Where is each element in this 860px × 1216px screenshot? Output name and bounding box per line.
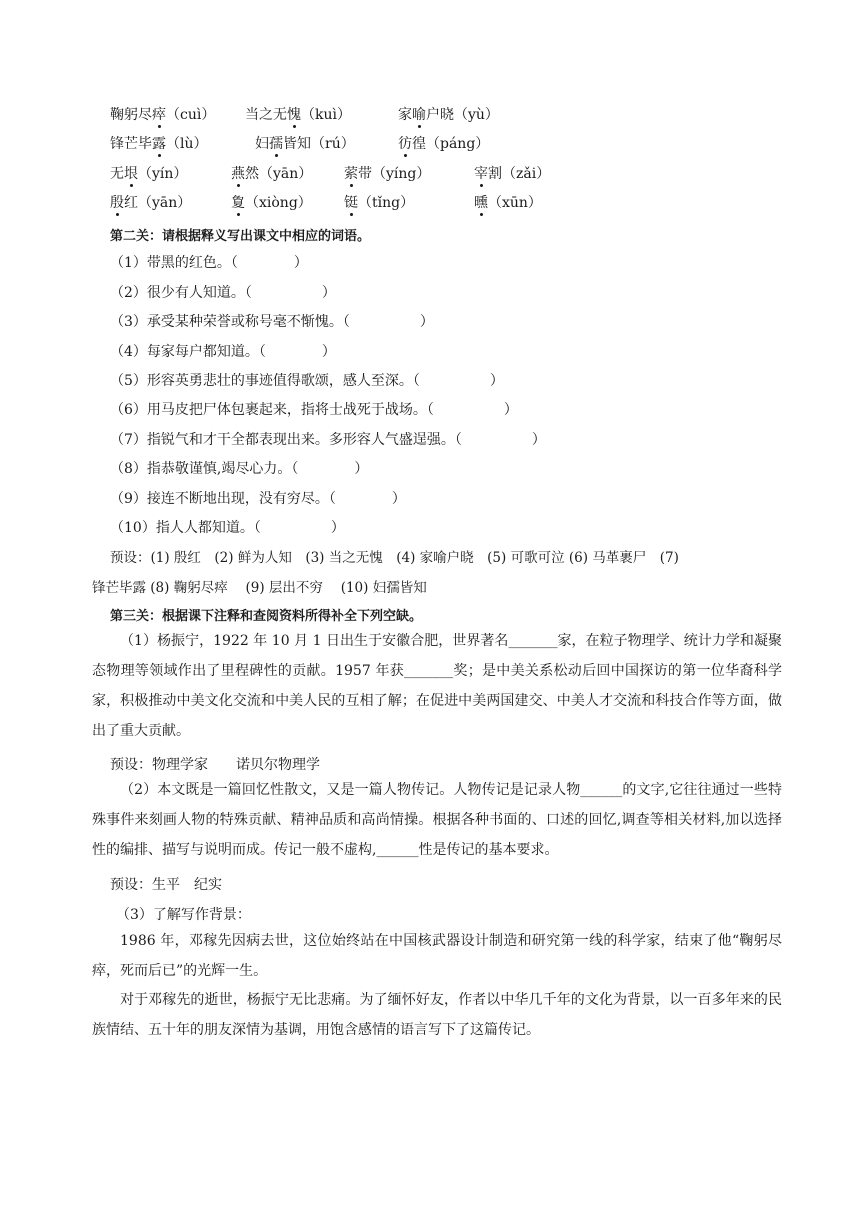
- pinyin-word: 家喻户晓: [398, 107, 454, 123]
- definition-item: （10）指人人都知道。（ ）: [110, 520, 345, 536]
- pinyin-entry: [344, 194, 414, 212]
- pinyin-entry: [398, 135, 489, 153]
- pinyin-word: 无垠: [110, 166, 138, 182]
- pinyin-entry: [231, 165, 312, 183]
- pinyin-reading: （yíng）: [372, 166, 431, 182]
- pinyin-word: 铤: [344, 195, 358, 211]
- pinyin-word: 宰割: [474, 166, 502, 182]
- pinyin-word: 当之无愧: [245, 107, 301, 123]
- pinyin-reading: （tǐng）: [358, 195, 415, 211]
- paragraph-biography: （2）本文既是一篇回忆性散文，又是一篇人物传记。人物传记是记录人物______的文字,它往往通过一些特殊事件来刻画人物的特殊贡献、精神品质和高尚情操。根据各种书面的、口述的回忆,调查等相关材料,加以选择性的编排、描写与说明而成。传记一般不虚构,______性是传记的基本要求。: [92, 782, 782, 858]
- pinyin-reading: （yān）: [259, 166, 313, 182]
- paragraph-background: 1986 年，邓稼先因病去世，这位始终站在中国核武器设计制造和研究第一线的科学家，结束了他“鞠躬尽瘁，死而后已”的光辉一生。: [92, 933, 782, 979]
- pinyin-word: 锋芒毕露: [110, 136, 166, 152]
- pinyin-entry: [231, 194, 312, 212]
- pinyin-reading: （yān）: [138, 195, 192, 211]
- pinyin-entry: [110, 165, 187, 183]
- definition-item: （7）指锐气和才干全都表现出来。多形容人气盛逞强。（ ）: [110, 432, 546, 448]
- answer-preset: 预设：生平 纪实: [110, 877, 222, 893]
- pinyin-word: 燕然: [231, 166, 259, 182]
- section-2-heading: 第二关：请根据释义写出课文中相应的词语。: [110, 229, 371, 244]
- pinyin-entry: [110, 135, 208, 153]
- pinyin-reading: （yù）: [454, 107, 499, 123]
- definition-item: （2）很少有人知道。（ ）: [110, 285, 336, 301]
- definition-item: （6）用马皮把尸体包裹起来，指将士战死于战场。（ ）: [110, 402, 518, 418]
- pinyin-reading: （xiòng）: [245, 195, 312, 211]
- paragraph-yang-zhenning: （1）杨振宁，1922 年 10 月 1 日出生于安徽合肥，世界著名_______家，在粒子物理学、统计力学和凝聚态物理等领域作出了里程碑性的贡献。1957 年获_______奖；是中美关系松动后回中国探访的第一位华裔科学家，积极推动中美文化交流和中美人民的互相了解；在促进中美两国建交、中美人才交流和科技合作等方面，做出了重大贡献。: [92, 633, 782, 739]
- section-3-heading: 第三关：根据课下注释和查阅资料所得补全下列空缺。: [110, 609, 423, 624]
- pinyin-word: 妇孺皆知: [255, 136, 311, 152]
- pinyin-reading: （xūn）: [488, 195, 542, 211]
- pinyin-reading: （zǎi）: [502, 166, 551, 182]
- pinyin-reading: （páng）: [426, 136, 490, 152]
- answer-preset: 预设：(1) 殷红 (2) 鲜为人知 (3) 当之无愧 (4) 家喻户晓 (5) 可歌可泣 (6) 马革裹尸 (7): [110, 550, 679, 566]
- pinyin-word: 曛: [474, 195, 488, 211]
- pinyin-word: 殷红: [110, 195, 138, 211]
- pinyin-reading: （kuì）: [301, 107, 351, 123]
- paragraph-background-2: 对于邓稼先的逝世，杨振宁无比悲痛。为了缅怀好友，作者以中华几千年的文化为背景，以一百多年来的民族情结、五十年的朋友深情为基调，用饱含感情的语言写下了这篇传记。: [92, 992, 782, 1038]
- pinyin-entry: [344, 165, 430, 183]
- pinyin-entry: [255, 135, 355, 153]
- definition-item: （3）承受某种荣誉或称号毫不惭愧。（ ）: [110, 314, 434, 330]
- pinyin-word: 鞠躬尽瘁: [110, 107, 166, 123]
- background-title: （3）了解写作背景：: [116, 907, 251, 923]
- definition-item: （8）指恭敬谨慎,竭尽心力。（ ）: [110, 461, 369, 477]
- definition-item: （4）每家每户都知道。（ ）: [110, 344, 336, 360]
- definition-item: （5）形容英勇悲壮的事迹值得歌颂，感人至深。（ ）: [110, 373, 504, 389]
- definition-item: （1）带黑的红色。（ ）: [110, 255, 308, 271]
- pinyin-reading: （yín）: [138, 166, 188, 182]
- pinyin-entry: [398, 106, 499, 124]
- pinyin-reading: （rú）: [311, 136, 355, 152]
- pinyin-word: 夐: [231, 195, 245, 211]
- pinyin-word: 彷徨: [398, 136, 426, 152]
- pinyin-entry: [474, 165, 550, 183]
- definition-item: （9）接连不断地出现，没有穷尽。（ ）: [110, 491, 406, 507]
- pinyin-entry: [110, 194, 191, 212]
- pinyin-word: 萦带: [344, 166, 372, 182]
- pinyin-reading: （lù）: [166, 136, 208, 152]
- pinyin-entry: [474, 194, 542, 212]
- answer-preset-continued: 锋芒毕露 (8) 鞠躬尽瘁 (9) 层出不穷 (10) 妇孺皆知: [92, 580, 427, 596]
- pinyin-entry: [245, 106, 351, 124]
- pinyin-entry: [110, 106, 215, 124]
- pinyin-reading: （cuì）: [166, 107, 216, 123]
- answer-preset: 预设：物理学家 诺贝尔物理学: [110, 757, 320, 773]
